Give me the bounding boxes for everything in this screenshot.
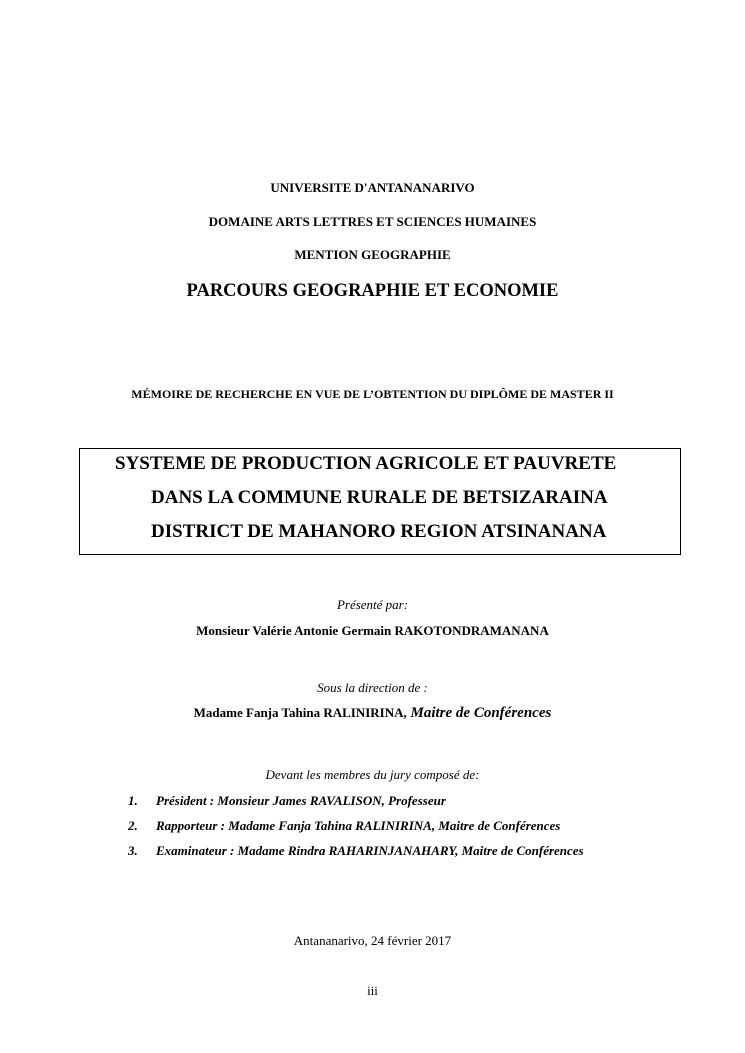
jury-label: Devant les membres du jury composé de: [265,767,480,782]
thesis-title-box [79,448,681,555]
jury-member [128,793,446,809]
jury-member-number: 1. [128,793,138,808]
university-name: UNIVERSITE D'ANTANANARIVO [270,180,475,195]
jury-member-text: Président : Monsieur James RAVALISON, Professeur [156,793,446,808]
jury-member-number: 2. [128,818,138,833]
jury-member-text: Rapporteur : Madame Fanja Tahina RALINIRINA, Maitre de Conférences [156,818,561,833]
mention-name: MENTION GEOGRAPHIE [294,247,451,262]
jury-member-number: 3. [128,843,138,858]
parcours-name: PARCOURS GEOGRAPHIE ET ECONOMIE [186,281,559,301]
domain-name: DOMAINE ARTS LETTRES ET SCIENCES HUMAINES [208,214,537,229]
thesis-title-line-1: SYSTEME DE PRODUCTION AGRICOLE ET PAUVRETE [115,453,617,474]
thesis-title-line-2: DANS LA COMMUNE RURALE DE BETSIZARAINA [151,487,608,508]
memoire-subtitle: MÉMOIRE DE RECHERCHE EN VUE DE L’OBTENTION DU DIPLÔME DE MASTER II [131,387,614,401]
director-name: Madame Fanja Tahina RALINIRINA, [193,705,407,720]
author-name: Monsieur Valérie Antonie Germain RAKOTONDRAMANANA [196,623,549,638]
jury-member [128,818,560,834]
jury-member-text: Examinateur : Madame Rindra RAHARINJANAHARY, Maitre de Conférences [156,843,584,858]
place-date: Antananarivo, 24 février 2017 [293,933,452,948]
presented-by-label: Présenté par: [336,597,409,612]
thesis-title-line-3: DISTRICT DE MAHANORO REGION ATSINANANA [151,521,607,542]
director-line [0,705,745,722]
page-number: iii [367,983,378,998]
jury-member [128,843,584,859]
direction-label: Sous la direction de : [317,680,428,695]
director-role: Maitre de Conférences [406,705,552,721]
